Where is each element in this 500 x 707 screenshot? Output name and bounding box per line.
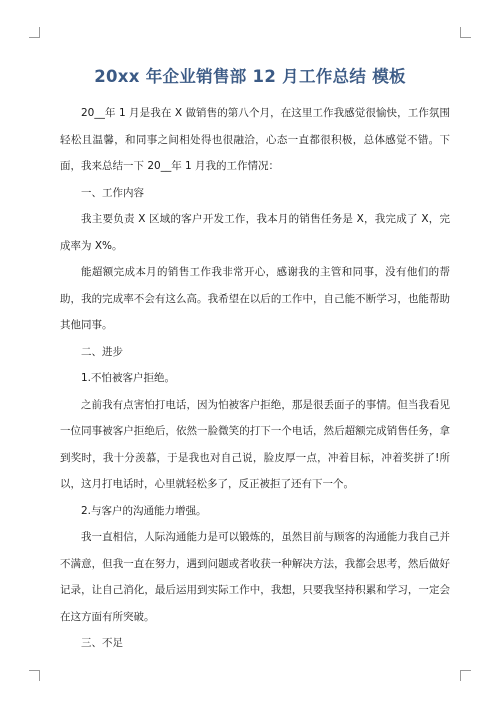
body-paragraph: 之前我有点害怕打电话，因为怕被客户拒绝，那是很丢面子的事情。但当我看见一位同事被客户拒绝后，依然一脸微笑的打下一个电话，然后超额完成销售任务，拿到奖时，我十分羡慕，于是我也对自己说，脸皮厚一点，冲着目标，冲着奖拼了!所以，这月打电话时，心里就轻松多了，反正被拒了还有下一个。 xyxy=(60,398,450,490)
crop-mark-bottom-left xyxy=(29,670,40,681)
section-heading-progress: 二、进步 xyxy=(81,345,123,358)
subheading-communication: 2.与客户的沟通能力增强。 xyxy=(81,504,207,517)
crop-mark-top-right xyxy=(460,27,471,38)
subheading-not-afraid-rejection: 1.不怕被客户拒绝。 xyxy=(81,372,176,384)
crop-mark-bottom-right xyxy=(460,670,471,681)
crop-mark-top-left xyxy=(29,27,40,38)
document-title: 20xx 年企业销售部 12 月工作总结 模板 xyxy=(94,67,406,86)
document-body xyxy=(60,100,450,657)
section-heading-shortcomings: 三、不足 xyxy=(81,637,123,649)
body-paragraph: 能超额完成本月的销售工作我非常开心，感谢我的主管和同事，没有他们的帮助，我的完成率不会有这么高。我希望在以后的工作中，自己能不断学习，也能帮助其他同事。 xyxy=(60,266,450,331)
intro-paragraph: 20__年 1 月是我在 X 做销售的第八个月，在这里工作我感觉很愉快，工作氛围轻松且温馨，和同事之间相处得也很融洽，心态一直都很积极，总体感觉不错。下面，我来总结一下 20__年 1 月我的工作情况： xyxy=(60,107,450,172)
body-paragraph: 我主要负责 X 区域的客户开发工作，我本月的销售任务是 X，我完成了 X，完成率为 X%。 xyxy=(60,213,450,252)
body-paragraph: 我一直相信，人际沟通能力是可以锻炼的，虽然目前与顾客的沟通能力我自己并不满意，但我一直在努力，遇到问题或者收获一种解决方法，我都会思考，然后做好记录，让自己消化，最后运用到实际工作中，我想，只要我坚持积累和学习，一定会在这方面有所突破。 xyxy=(60,531,450,623)
section-heading-work-content: 一、工作内容 xyxy=(81,186,144,199)
